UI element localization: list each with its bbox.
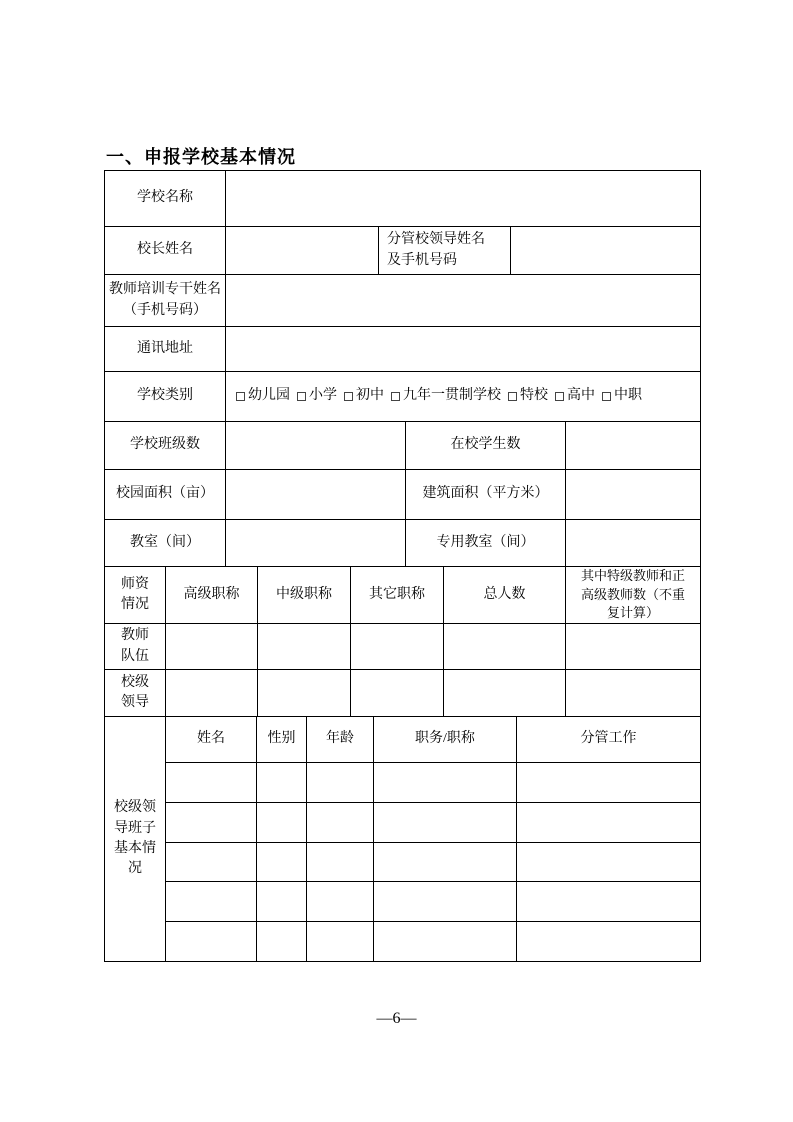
address-value [225,327,700,371]
principal-name-label: 校长姓名 [137,242,193,258]
student-count-value [565,422,700,469]
address-label: 通讯地址 [137,340,193,356]
leadership-header-position: 职务/职称 [373,717,516,762]
staff-header-senior: 高级职称 [165,567,257,623]
row-campus-area [105,469,700,519]
staff-header-special-grade: 其中特级教师和正高级教师数（不重复计算） [565,567,700,623]
row-leadership-section [105,716,700,961]
checkbox-icon [555,392,564,401]
staff-leaders-label: 校级领导 [121,674,149,710]
building-area-value [565,470,700,519]
staff-teachers-special [565,624,700,669]
checkbox-icon [344,392,353,401]
leadership-empty-row [166,881,700,921]
leadership-empty-row [166,842,700,882]
option-label: 高中 [567,388,595,404]
option-label: 特校 [520,388,548,404]
leadership-cell-name [166,803,256,842]
row-school-name [105,171,700,226]
school-type-option-senior [555,386,595,406]
school-name-value [225,171,700,226]
row-class-count [105,421,700,469]
option-label: 九年一贯制学校 [403,388,501,404]
row-classrooms [105,519,700,566]
leadership-cell-duty [516,922,700,961]
campus-area-label: 校园面积（亩） [116,486,214,502]
charge-leader-label: 分管校领导姓名及手机号码 [378,227,510,274]
row-address [105,326,700,371]
row-training-officer [105,274,700,326]
school-type-label: 学校类别 [137,388,193,404]
leadership-cell-age [306,922,373,961]
school-type-option-vocational [602,386,642,406]
school-type-option-primary [297,386,337,406]
school-type-option-special [508,386,548,406]
leadership-subtable [165,717,700,961]
special-classroom-value [565,520,700,566]
leadership-cell-position [373,803,516,842]
leadership-cell-position [373,922,516,961]
staff-teachers-intermediate [257,624,350,669]
staff-teachers-total [443,624,565,669]
option-label: 幼儿园 [248,388,290,404]
classroom-count-label: 教室（间） [130,534,200,550]
option-label: 中职 [614,388,642,404]
leadership-header-row [166,717,700,762]
leadership-cell-position [373,882,516,921]
row-staff-leaders [105,669,700,716]
staff-leaders-other [350,670,443,716]
section-title: 一、申报学校基本情况 [106,147,296,167]
staff-leaders-special [565,670,700,716]
staff-leaders-senior [165,670,257,716]
class-count-value [225,422,405,469]
staff-leaders-intermediate [257,670,350,716]
leadership-cell-gender [256,763,306,802]
building-area-label: 建筑面积（平方米） [405,470,565,519]
leadership-cell-gender [256,922,306,961]
leadership-cell-name [166,882,256,921]
school-type-options [225,372,700,421]
staff-teachers-other [350,624,443,669]
principal-name-value [225,227,378,274]
leadership-cell-gender [256,882,306,921]
leadership-empty-row [166,921,700,961]
leadership-cell-duty [516,882,700,921]
checkbox-icon [236,392,245,401]
leadership-cell-age [306,882,373,921]
option-label: 小学 [309,388,337,404]
campus-area-value [225,470,405,519]
leadership-header-name: 姓名 [197,731,225,747]
page-number: —6— [376,1010,417,1027]
row-staff-teachers [105,623,700,669]
school-info-table [104,170,701,962]
leadership-section-label: 校级领导班子基本情况 [114,800,156,877]
row-staff-header [105,566,700,623]
staff-teachers-senior [165,624,257,669]
leadership-empty-row [166,802,700,842]
training-officer-label: 教师培训专干姓名（手机号码） [109,282,221,318]
checkbox-icon [297,392,306,401]
charge-leader-value [510,227,700,274]
school-name-label: 学校名称 [137,190,193,206]
leadership-cell-gender [256,843,306,882]
training-officer-value [225,275,700,326]
row-principal [105,226,700,274]
staff-section-label: 师资情况 [121,576,149,612]
leadership-header-gender: 性别 [256,717,306,762]
leadership-cell-age [306,803,373,842]
classroom-count-value [225,520,405,566]
leadership-cell-position [373,763,516,802]
checkbox-icon [508,392,517,401]
checkbox-icon [391,392,400,401]
leadership-cell-gender [256,803,306,842]
school-type-option-nine-year [391,386,501,406]
staff-header-other: 其它职称 [350,567,443,623]
special-classroom-label: 专用教室（间） [405,520,565,566]
leadership-cell-name [166,843,256,882]
school-type-option-junior [344,386,384,406]
leadership-cell-age [306,763,373,802]
staff-header-intermediate: 中级职称 [257,567,350,623]
leadership-cell-name [166,922,256,961]
leadership-header-duty: 分管工作 [516,717,700,762]
class-count-label: 学校班级数 [130,437,200,453]
leadership-cell-duty [516,803,700,842]
leadership-cell-name [166,763,256,802]
school-type-option-kindergarten [236,386,290,406]
checkbox-icon [602,392,611,401]
row-school-type [105,371,700,421]
leadership-header-age: 年龄 [306,717,373,762]
staff-header-total: 总人数 [443,567,565,623]
option-label: 初中 [356,388,384,404]
leadership-cell-position [373,843,516,882]
staff-leaders-total [443,670,565,716]
leadership-cell-duty [516,763,700,802]
leadership-cell-age [306,843,373,882]
leadership-empty-row [166,762,700,802]
staff-teachers-label: 教师队伍 [121,628,149,664]
leadership-cell-duty [516,843,700,882]
student-count-label: 在校学生数 [405,422,565,469]
